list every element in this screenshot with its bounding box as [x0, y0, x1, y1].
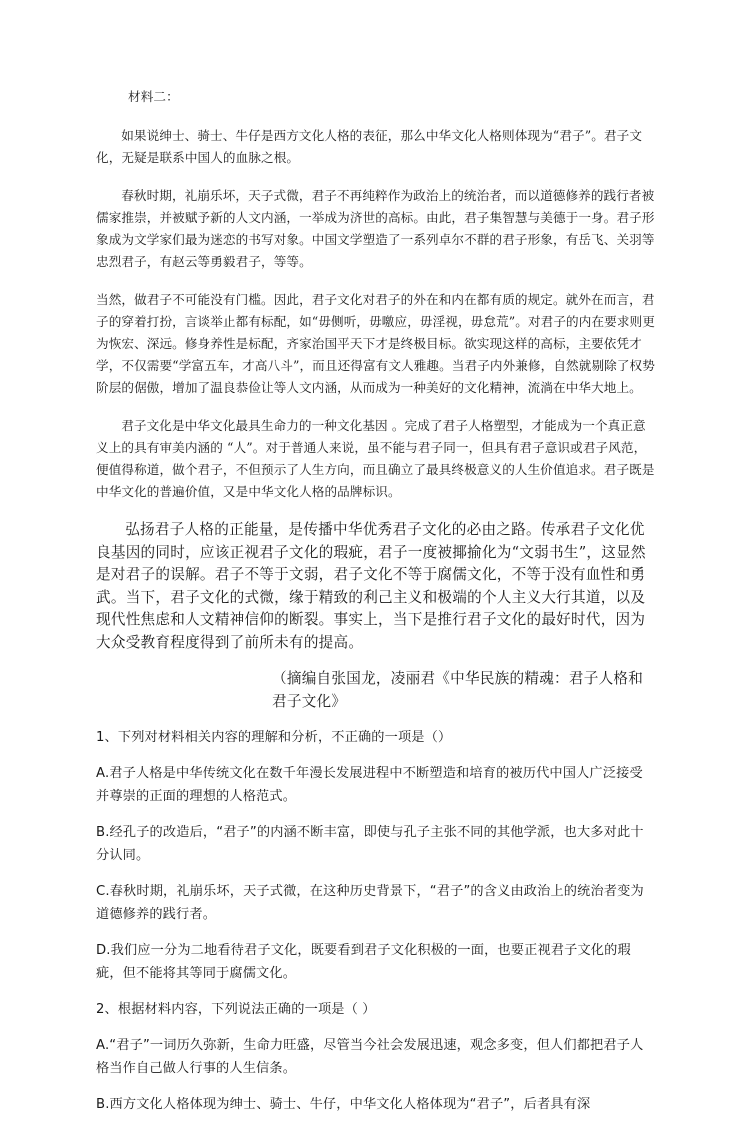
question-stem: 2、根据材料内容，下列说法正确的一项是（ ） — [96, 1002, 376, 1017]
option-b: B.西方文化人格体现为绅士、骑士、牛仔，中华文化人格体现为“君子”，后者具有深 — [96, 1097, 591, 1112]
option-c: C.春秋时期，礼崩乐坏，天子式微，在这种历史背景下，“君子”的含义由政治上的统治者变为道德修养的践行者。 — [96, 884, 644, 922]
option-a: A.君子人格是中华传统文化在数千年漫长发展进程中不断塑造和培育的被历代中国人广泛接受并尊崇的正面的理想的人格范式。 — [96, 766, 643, 804]
material-title: 材料二： — [128, 89, 179, 104]
paragraph-2: 春秋时期，礼崩乐坏，天子式微，君子不再纯粹作为政治上的统治者，而以道德修养的践行者被儒家推崇，并被赋予新的人文内涵，一举成为济世的高标。由此，君子集智慧与美德于一身。君子形象成为文学家们最为迷恋的书写对象。中国文学塑造了一系列卓尔不群的君子形象，有岳飞、关羽等忠烈君子，有赵云等勇毅君子，等等。 — [96, 188, 655, 269]
source-citation: （摘编自张国龙，凌丽君《中华民族的精魂：君子人格和君子文化》 — [272, 670, 644, 710]
question-stem: 1、下列对材料相关内容的理解和分析，不正确的一项是（） — [96, 730, 452, 745]
option-d: D.我们应一分为二地看待君子文化，既要看到君子文化积极的一面，也要正视君子文化的瑕疵，但不能将其等同于腐儒文化。 — [96, 943, 631, 981]
question-2 — [96, 998, 656, 1116]
paragraph-5: 弘扬君子人格的正能量，是传播中华优秀君子文化的必由之路。传承君子文化优良基因的同时，应该正视君子文化的瑕疵，君子一度被揶揄化为“文弱书生”，这显然是对君子的误解。君子不等于文弱，君子文化不等于腐儒文化，不等于没有血性和勇武。当下，君子文化的式微，缘于精致的利己主义和极端的个人主义大行其道，以及现代性焦虑和人文精神信仰的断裂。事实上，当下是推行君子文化的最好时代，因为大众受教育程度得到了前所未有的提高。 — [96, 521, 646, 651]
paragraph-3: 当然，做君子不可能没有门槛。因此，君子文化对君子的外在和内在都有质的规定。就外在而言，君子的穿着打扮，言谈举止都有标配，如“毋侧听，毋噭应，毋淫视，毋怠荒”。对君子的内在要求则更为恢宏、深远。修身养性是标配，齐家治国平天下才是终极目标。欲实现这样的高标，主要依凭才学，不仅需要“学富五车，才高八斗”，而且还得富有文人雅趣。当君子内外兼修，自然就剔除了权势阶层的倨傲，增加了温良恭俭让等人文内涵，从而成为一种美好的文化精神，流淌在中华大地上。 — [96, 292, 655, 395]
paragraph-4: 君子文化是中华文化最具生命力的一种文化基因 。完成了君子人格塑型，才能成为一个真正意义上的具有审美内涵的 “人”。对于普通人来说，虽不能与君子同一，但具有君子意识或君子风范，便值得称道，做个君子，不但预示了人生方向，而且确立了最具终极意义的人生价值追求。君子既是中华文化的普遍价值，又是中华文化人格的品牌标识。 — [96, 418, 655, 499]
option-b: B.经孔子的改造后，“君子”的内涵不断丰富，即使与孔子主张不同的其他学派，也大多对此十分认同。 — [96, 825, 644, 863]
question-1 — [96, 726, 656, 985]
option-a: A.“君子”一词历久弥新，生命力旺盛，尽管当今社会发展迅速，观念多变，但人们都把君子人格当作自己做人行事的人生信条。 — [96, 1038, 644, 1076]
document-page — [96, 86, 656, 1116]
paragraph-1: 如果说绅士、骑士、牛仔是西方文化人格的表征，那么中华文化人格则体现为“君子”。君子文化，无疑是联系中国人的血脉之根。 — [96, 128, 643, 165]
